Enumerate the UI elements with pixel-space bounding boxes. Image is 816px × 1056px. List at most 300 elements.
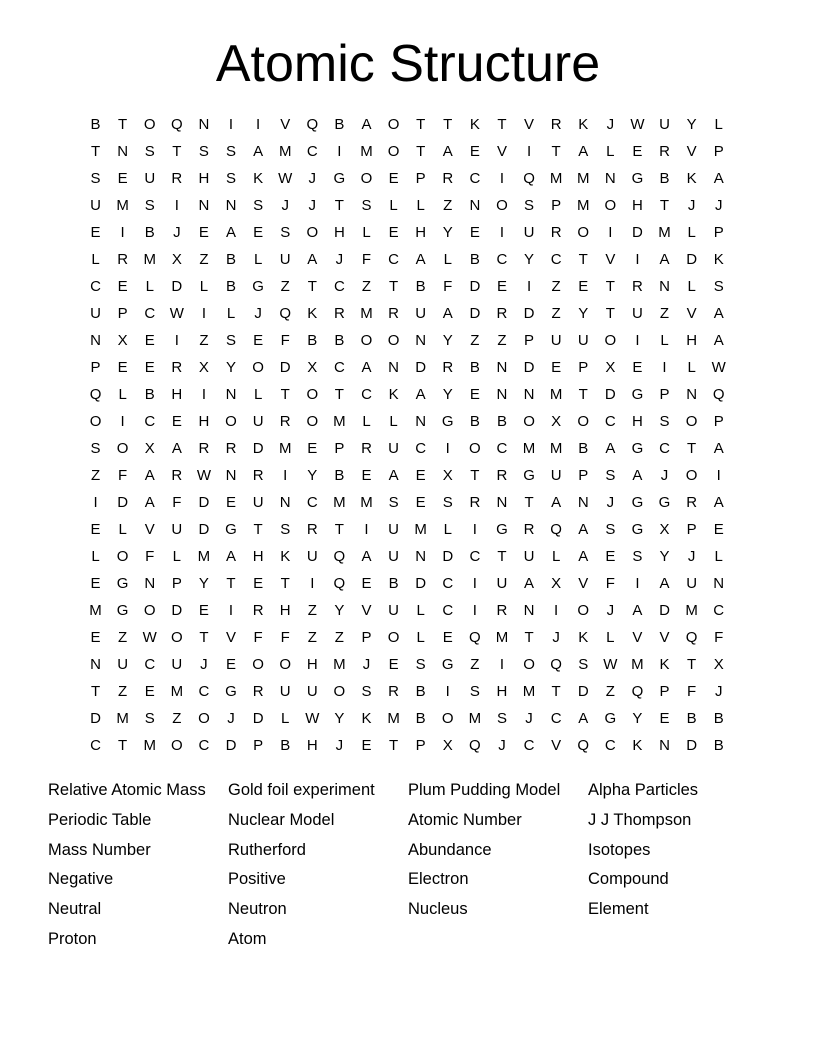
grid-letter: W (603, 656, 618, 673)
grid-letter: Q (550, 656, 562, 673)
grid-letter: E (253, 224, 264, 241)
grid-letter: Y (686, 116, 697, 133)
grid-letter: B (469, 359, 480, 376)
grid-letter: J (308, 197, 317, 214)
grid-letter: R (117, 251, 129, 268)
grid-letter: M (170, 683, 184, 700)
grid-letter: V (551, 737, 562, 754)
grid-letter: R (550, 224, 562, 241)
grid-letter: C (550, 251, 562, 268)
grid-letter: T (687, 656, 697, 673)
grid-letter: T (687, 440, 697, 457)
grid-letter: V (280, 116, 291, 133)
grid-letter: T (443, 116, 453, 133)
grid-letter: R (225, 440, 237, 457)
grid-letter: M (116, 710, 129, 727)
grid-letter: A (578, 710, 589, 727)
grid-letter: A (415, 251, 426, 268)
grid-letter: O (577, 224, 590, 241)
grid-letter: Z (470, 332, 480, 349)
grid-letter: U (550, 332, 562, 349)
grid-letter: Z (280, 278, 290, 295)
grid-letter: E (144, 359, 155, 376)
grid-letter: A (659, 575, 670, 592)
grid-letter: E (469, 224, 480, 241)
grid-letter: W (169, 305, 184, 322)
grid-letter: Z (334, 629, 344, 646)
grid-letter: Y (578, 305, 589, 322)
grid-letter: R (659, 143, 670, 160)
grid-letter: E (632, 143, 643, 160)
grid-letter: O (143, 116, 156, 133)
grid-letter: U (117, 656, 129, 673)
grid-letter: R (171, 359, 183, 376)
grid-letter: U (388, 521, 399, 538)
grid-letter: W (196, 467, 211, 484)
grid-letter: L (416, 629, 425, 646)
grid-letter: K (361, 710, 372, 727)
grid-letter: N (415, 548, 427, 565)
grid-letter: B (659, 170, 670, 187)
grid-letter: R (252, 467, 264, 484)
grid-letter: M (576, 197, 590, 214)
grid-letter: I (635, 332, 640, 349)
grid-letter: A (226, 548, 237, 565)
grid-letter: I (256, 116, 261, 133)
grid-letter: O (225, 413, 237, 430)
grid-letter: X (117, 332, 128, 349)
grid-letter: U (279, 251, 291, 268)
grid-letter: D (415, 575, 427, 592)
grid-letter: M (333, 494, 346, 511)
grid-letter: M (278, 143, 292, 160)
grid-letter: X (551, 575, 562, 592)
word-list (48, 778, 768, 957)
grid-letter: M (685, 602, 698, 619)
grid-letter: W (711, 359, 726, 376)
word-list-item: Compound (588, 870, 669, 889)
grid-letter: A (361, 116, 372, 133)
grid-letter: W (305, 710, 320, 727)
grid-letter: M (333, 413, 346, 430)
grid-letter: D (604, 386, 616, 403)
grid-letter: O (252, 359, 264, 376)
grid-letter: I (526, 143, 532, 160)
grid-letter: I (228, 116, 234, 133)
grid-letter: J (173, 224, 181, 241)
grid-letter: Q (89, 386, 102, 403)
grid-letter: Z (659, 305, 670, 322)
grid-letter: Y (659, 548, 670, 565)
grid-letter: M (495, 629, 509, 646)
grid-letter: H (632, 197, 643, 214)
grid-letter: E (578, 278, 589, 295)
grid-letter: E (198, 602, 209, 619)
grid-letter: D (225, 737, 237, 754)
grid-letter: U (306, 548, 318, 565)
grid-letter: G (116, 602, 129, 619)
grid-letter: R (550, 116, 562, 133)
grid-letter: P (524, 332, 535, 349)
grid-letter: N (90, 656, 101, 673)
grid-letter: L (362, 413, 371, 430)
grid-letter: B (334, 116, 345, 133)
grid-letter: I (364, 521, 369, 538)
grid-row (82, 300, 734, 327)
grid-letter: T (605, 305, 615, 322)
grid-letter: G (631, 386, 644, 403)
grid-letter: T (578, 386, 588, 403)
grid-letter: B (469, 413, 480, 430)
grid-row (82, 354, 734, 381)
grid-letter: G (225, 683, 237, 700)
grid-row (82, 435, 734, 462)
grid-letter: A (388, 467, 399, 484)
grid-letter: O (496, 197, 508, 214)
grid-letter: O (685, 467, 698, 484)
grid-letter: T (118, 737, 128, 754)
grid-letter: Z (361, 278, 372, 295)
grid-letter: U (171, 656, 183, 673)
grid-letter: T (334, 386, 344, 403)
grid-letter: J (606, 602, 615, 619)
grid-letter: C (306, 494, 318, 511)
grid-letter: M (89, 602, 102, 619)
grid-letter: O (306, 386, 319, 403)
grid-letter: X (551, 413, 562, 430)
grid-letter: O (604, 332, 617, 349)
grid-letter: E (632, 359, 643, 376)
grid-letter: K (578, 116, 589, 133)
grid-letter: T (497, 116, 507, 133)
grid-letter: N (469, 197, 481, 214)
grid-letter: G (441, 656, 454, 673)
grid-letter: M (197, 548, 211, 565)
grid-letter: F (361, 251, 372, 268)
grid-letter: T (90, 683, 101, 700)
grid-letter: T (497, 548, 507, 565)
grid-letter: G (631, 440, 644, 457)
grid-letter: S (659, 413, 670, 430)
grid-letter: K (713, 251, 724, 268)
grid-letter: B (144, 224, 155, 241)
grid-letter: Q (333, 548, 346, 565)
grid-letter: X (713, 656, 724, 673)
grid-letter: S (415, 656, 426, 673)
grid-letter: Y (524, 251, 535, 268)
grid-letter: C (90, 737, 101, 754)
grid-letter: N (577, 494, 589, 511)
grid-letter: S (605, 467, 616, 484)
grid-letter: L (362, 224, 371, 241)
grid-letter: X (442, 467, 453, 484)
grid-letter: D (252, 710, 264, 727)
grid-letter: G (631, 494, 644, 511)
grid-row (82, 219, 734, 246)
grid-letter: N (713, 575, 725, 592)
grid-letter: A (415, 386, 426, 403)
grid-letter: R (361, 440, 372, 457)
grid-letter: I (635, 575, 640, 592)
word-list-item: Proton (48, 929, 97, 948)
grid-letter: D (523, 305, 535, 322)
grid-letter: M (143, 737, 156, 754)
word-list-item: Atom (228, 929, 267, 948)
grid-letter: B (496, 413, 507, 430)
grid-letter: U (388, 440, 399, 457)
word-list-item: Relative Atomic Mass (48, 781, 206, 799)
grid-letter: E (90, 629, 101, 646)
grid-letter: P (578, 359, 589, 376)
grid-letter: D (686, 737, 698, 754)
grid-letter: T (280, 386, 290, 403)
grid-letter: A (632, 467, 643, 484)
grid-letter: M (360, 305, 373, 322)
grid-letter: T (90, 143, 101, 160)
grid-letter: C (469, 170, 481, 187)
grid-letter: M (522, 440, 536, 457)
grid-letter: C (306, 143, 318, 160)
grid-letter: L (714, 116, 723, 133)
grid-letter: Z (199, 332, 209, 349)
grid-letter: D (632, 224, 643, 241)
grid-letter: B (388, 575, 399, 592)
grid-letter: T (659, 197, 670, 214)
word-list-item: Abundance (408, 840, 492, 859)
grid-letter: O (333, 683, 346, 700)
grid-letter: E (90, 575, 101, 592)
grid-letter: S (226, 143, 237, 160)
grid-letter: O (306, 413, 319, 430)
grid-letter: G (631, 521, 644, 538)
grid-letter: I (228, 602, 234, 619)
grid-letter: H (333, 224, 345, 241)
grid-letter: H (198, 170, 210, 187)
grid-letter: E (361, 575, 372, 592)
grid-letter: V (496, 143, 507, 160)
grid-letter: J (335, 737, 344, 754)
grid-letter: J (606, 116, 615, 133)
grid-letter: R (306, 521, 318, 538)
grid-letter: E (253, 575, 264, 592)
grid-letter: K (253, 170, 264, 187)
grid-letter: W (142, 629, 157, 646)
grid-row (82, 678, 734, 705)
grid-letter: V (686, 305, 697, 322)
grid-letter: L (416, 197, 425, 214)
grid-letter: C (523, 737, 535, 754)
grid-letter: F (253, 629, 263, 646)
grid-letter: R (279, 413, 291, 430)
grid-letter: A (578, 548, 589, 565)
grid-letter: C (90, 278, 101, 295)
grid-letter: Q (712, 386, 725, 403)
grid-letter: L (416, 602, 425, 619)
grid-letter: S (144, 710, 155, 727)
grid-letter: C (550, 710, 562, 727)
grid-letter: H (252, 548, 264, 565)
grid-letter: E (605, 548, 616, 565)
grid-letter: G (333, 170, 346, 187)
grid-letter: B (334, 332, 345, 349)
grid-letter: U (171, 521, 183, 538)
grid-letter: I (554, 602, 559, 619)
grid-letter: J (281, 197, 289, 214)
grid-letter: F (118, 467, 128, 484)
grid-letter: X (171, 251, 182, 268)
grid-letter: A (361, 359, 372, 376)
grid-letter: O (360, 170, 373, 187)
grid-letter: J (254, 305, 262, 322)
grid-letter: P (659, 386, 670, 403)
grid-letter: M (360, 143, 373, 160)
grid-letter: D (686, 251, 698, 268)
grid-letter: R (632, 278, 643, 295)
grid-letter: T (172, 143, 182, 160)
grid-letter: T (307, 278, 317, 295)
grid-letter: U (496, 575, 508, 592)
grid-letter: N (225, 467, 237, 484)
grid-letter: I (120, 413, 125, 430)
grid-letter: Z (497, 332, 507, 349)
grid-letter: L (443, 251, 452, 268)
grid-letter: O (116, 548, 129, 565)
grid-letter: K (659, 656, 670, 673)
grid-letter: J (498, 737, 506, 754)
grid-letter: N (659, 278, 670, 295)
grid-letter: E (469, 143, 480, 160)
grid-letter: E (415, 494, 426, 511)
grid-letter: H (306, 737, 318, 754)
grid-letter: Q (469, 629, 481, 646)
grid-letter: V (686, 143, 697, 160)
grid-letter: M (387, 710, 400, 727)
grid-letter: X (442, 737, 453, 754)
grid-letter: T (280, 575, 290, 592)
grid-letter: A (524, 575, 535, 592)
grid-letter: Y (632, 710, 643, 727)
grid-letter: T (226, 575, 236, 592)
grid-letter: G (604, 710, 617, 727)
grid-letter: C (415, 440, 427, 457)
grid-letter: M (116, 197, 129, 214)
grid-letter: X (144, 440, 155, 457)
grid-letter: A (442, 305, 453, 322)
grid-letter: R (523, 521, 535, 538)
grid-letter: C (144, 305, 156, 322)
grid-letter: H (171, 386, 183, 403)
grid-letter: T (199, 629, 209, 646)
grid-letter: T (416, 116, 426, 133)
grid-letter: R (388, 683, 399, 700)
grid-letter: U (415, 305, 427, 322)
grid-letter: Z (307, 602, 317, 619)
grid-letter: I (283, 467, 288, 484)
grid-letter: T (416, 143, 426, 160)
grid-letter: S (605, 521, 616, 538)
grid-letter: A (659, 251, 670, 268)
word-list-item: Neutral (48, 900, 102, 919)
grid-letter: N (415, 413, 427, 430)
grid-letter: Z (172, 710, 182, 727)
grid-letter: A (578, 143, 589, 160)
grid-letter: F (714, 629, 724, 646)
grid-letter: O (685, 413, 698, 430)
grid-letter: K (280, 548, 291, 565)
grid-letter: S (632, 548, 643, 565)
grid-letter: M (576, 170, 590, 187)
grid-letter: U (659, 116, 670, 133)
grid-letter: L (389, 413, 398, 430)
grid-letter: D (252, 440, 264, 457)
grid-letter: V (605, 251, 616, 268)
word-list-item: J J Thompson (588, 810, 692, 829)
grid-letter: D (117, 494, 129, 511)
grid-letter: T (334, 521, 344, 538)
grid-letter: U (252, 413, 264, 430)
grid-letter: W (278, 170, 293, 187)
grid-letter: M (658, 224, 671, 241)
grid-letter: I (526, 278, 532, 295)
grid-letter: U (523, 548, 535, 565)
grid-letter: S (90, 440, 101, 457)
grid-letter: I (472, 575, 477, 592)
grid-letter: O (279, 656, 292, 673)
grid-letter: F (172, 494, 182, 511)
grid-letter: Q (631, 683, 644, 700)
grid-letter: Q (523, 170, 535, 187)
grid-row (82, 624, 734, 651)
grid-letter: I (716, 467, 721, 484)
grid-letter: N (523, 602, 535, 619)
grid-letter: C (333, 278, 345, 295)
grid-letter: B (713, 710, 724, 727)
grid-letter: Y (442, 224, 453, 241)
grid-letter: F (687, 683, 697, 700)
grid-letter: I (499, 224, 505, 241)
grid-letter: D (659, 602, 670, 619)
word-list-item: Positive (228, 870, 286, 889)
grid-letter: L (118, 386, 127, 403)
word-list-item: Alpha Particles (588, 781, 699, 799)
grid-letter: E (388, 656, 399, 673)
word-list-item: Mass Number (48, 840, 151, 859)
grid-letter: T (551, 683, 561, 700)
grid-row (82, 705, 734, 732)
grid-letter: C (604, 737, 616, 754)
grid-letter: V (659, 629, 670, 646)
grid-letter: E (144, 683, 155, 700)
grid-letter: O (252, 656, 264, 673)
grid-letter: O (469, 440, 481, 457)
grid-letter: H (279, 602, 291, 619)
grid-letter: B (578, 440, 589, 457)
grid-letter: E (442, 629, 453, 646)
grid-letter: A (226, 224, 237, 241)
grid-letter: V (632, 629, 643, 646)
grid-letter: S (469, 683, 480, 700)
grid-letter: O (387, 116, 400, 133)
grid-letter: L (91, 251, 100, 268)
grid-row (82, 543, 734, 570)
grid-letter: M (468, 710, 482, 727)
grid-letter: P (578, 467, 589, 484)
grid-letter: U (279, 683, 291, 700)
grid-letter: Z (443, 197, 453, 214)
grid-letter: C (469, 548, 481, 565)
grid-letter: N (415, 332, 427, 349)
grid-letter: S (361, 683, 372, 700)
